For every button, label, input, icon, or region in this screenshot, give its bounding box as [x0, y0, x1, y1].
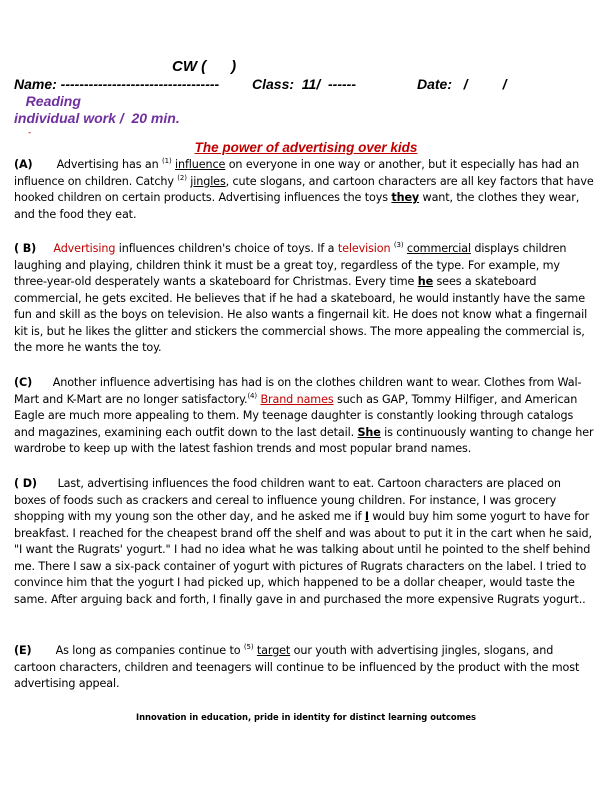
- footnote-number: (2): [177, 173, 187, 182]
- vocab-word: commercial: [406, 242, 471, 255]
- reference-word: She: [357, 425, 381, 439]
- reference-word: he: [417, 275, 434, 288]
- decorative-dash: -: [28, 128, 32, 138]
- vocab-word: influence: [175, 158, 226, 171]
- paragraph-b: ( B) Advertising influences children's choice of toys. If a television $^{(3)}$ commercial displays children laughing and playing, children think it must be a great toy, regardless of the type. For example, my three-year-old desperately wants a skateboard for Christmas. Every time he sees a skateboard commercial, he gets excited. He believes that if he had a skateboard, he would instantly have the same fun and skill as the boys on television. He also wants a fingernail kit. He does not know what a fingernail kit is, but he likes the glitter and stickers the commercial shows. The more appealing the commercial is, the more he wants the toy.: [14, 241, 588, 354]
- vocab-word: target: [256, 644, 291, 657]
- footer-motto: Innovation in education, pride in identity for distinct learning outcomes: [135, 712, 477, 722]
- footnote-number: (1): [162, 157, 172, 165]
- reading-heading: [14, 93, 81, 109]
- paragraph-d: ( D) Last, advertising influences the food children want to eat. Cartoon characters are placed on boxes of foods such as crackers and cereal to influence young children. For instance, I was grocery shopping with my young son the other day, and he asked me if I would buy him some yogurt to have for breakfast. I reached for the cheapest brand off the shelf and was about to put it in the cart when he said, "I want the Rugrats' yogurt." I had no idea what he was talking about until he pointed to the shelf behind me. There I saw a six-pack container of yogurt with pictures of Rugrats characters on the label. I tried to convince him that the yogurt I had picked up, which happened to be a dollar cheaper, would taste the same. After arguing back and forth, I finally gave in and purchased the more expensive Rugrats yogurt..: [14, 477, 592, 606]
- vocab-word: jingles: [190, 174, 226, 188]
- paragraph-label: ( D): [14, 477, 37, 490]
- footnote-number: (5): [243, 643, 254, 651]
- footnote-number: (3): [393, 241, 404, 249]
- footnote-number: (4): [247, 391, 257, 400]
- class-field-label: Class: 11/ ------: [252, 76, 356, 92]
- highlighted-word: Advertising: [53, 242, 116, 255]
- reading-label: Reading: [25, 93, 81, 109]
- work-mode-label: individual work / 20 min.: [14, 110, 180, 126]
- paragraph-a: (A) Advertising has an $^{(1)}$ influence on everyone in one way or another, but it especially has had an influence on children. Catchy $^{(2)}$ jingles, cute slogans, and cartoon characters are all key factors that have hooked children on certain products. Advertising influences the toys they want, the clothes they wear, and the food they eat.: [14, 157, 594, 221]
- reference-word: I: [364, 510, 369, 523]
- cw-label: CW ( ): [172, 58, 237, 75]
- paragraph-label: ( B): [14, 242, 37, 255]
- paragraph-e: (E) As long as companies continue to $^{(5)}$ target our youth with advertising jingles, slogans, and cartoon characters, children and teenagers will continue to be influenced by the product with the most advertising appeal.: [14, 643, 580, 690]
- highlighted-word: television: [337, 242, 391, 255]
- article-title: The power of advertising over kids: [194, 140, 418, 155]
- paragraph-label: (E): [14, 644, 32, 657]
- paragraph-label: (A): [14, 158, 33, 171]
- name-field-label: Name: ----------------------------------: [14, 76, 220, 92]
- reference-word: they: [391, 191, 420, 204]
- highlighted-word: Brand names: [260, 392, 334, 406]
- paragraph-c: (C) Another influence advertising has had is on the clothes children want to wear. Clothes from Wal-Mart and K-Mart are no longer satisfactory.$^{(4)}$ Brand names such as GAP, Tommy Hilfiger, and American Eagle are much more appealing to them. My teenage daughter is constantly looking through catalogs and magazines, examining each outfit down to the last detail. She is continuously wanting to change her wardrobe to keep up with the latest fashion trends and most popular brand names.: [14, 376, 594, 455]
- paragraph-label: (C): [14, 376, 33, 389]
- date-field-label: Date: / /: [417, 76, 507, 92]
